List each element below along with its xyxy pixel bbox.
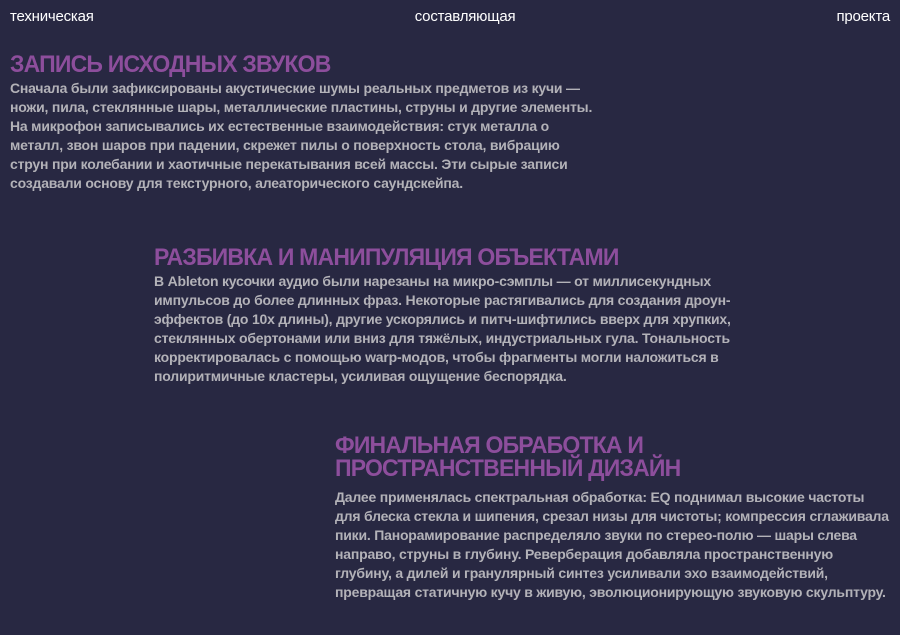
section-final-processing — [335, 430, 890, 602]
section-text: Далее применялась спектральная обработка: EQ поднимал высокие частоты для блеска стекла и шипения, срезал низы для чистоты; компрессия сглаживала пики. Панорамирование распределяло звуки по стерео-полю — шары слева направо, струны в глубину. Реверберация добавляла пространственную глубину, а дилей и гранулярный синтез усиливали эхо взаимодействий, превращая статичную кучу в живую, эволюционирующую звуковую скульптуру. — [335, 489, 889, 600]
section-title: ЗАПИСЬ ИСХОДНЫХ ЗВУКОВ — [10, 49, 331, 78]
section-title: ФИНАЛЬНАЯ ОБРАБОТКА И ПРОСТРАНСТВЕННЫЙ ДИЗАЙН — [335, 430, 681, 482]
section-text: В Ableton кусочки аудио были нарезаны на микро-сэмплы — от миллисекундных импульсов до более длинных фраз. Некоторые растягивались для создания дроун-эффектов (до 10х длины), другие ускорялись и питч-шифтились вверх для хрупких, стеклянных обертонами или вниз для тяжёлых, индустриальных гула. Тональность корректировалась с помощью warp-модов, чтобы фрагменты могли наложиться в полиритмичные кластеры, усиливая ощущение беспорядка. — [154, 273, 731, 384]
header-left-label: техническая — [10, 7, 94, 25]
section-manipulation — [154, 242, 734, 386]
header-right-label: проекта — [836, 7, 890, 25]
page-header — [10, 6, 890, 26]
header-center-label: составляющая — [414, 7, 516, 25]
section-recording — [10, 49, 600, 193]
section-text: Сначала были зафиксированы акустические шумы реальных предметов из кучи — ножи, пила, стеклянные шары, металлические пластины, струны и другие элементы. На микрофон записывались их естественные взаимодействия: стук металла о металл, звон шаров при падении, скрежет пилы о поверхность стола, вибрацию струн при колебании и хаотичные перекатывания всей массы. Эти сырые записи создавали основу для текстурного, алеаторического саундскейпа. — [10, 80, 593, 191]
section-title: РАЗБИВКА И МАНИПУЛЯЦИЯ ОБЪЕКТАМИ — [154, 242, 619, 271]
